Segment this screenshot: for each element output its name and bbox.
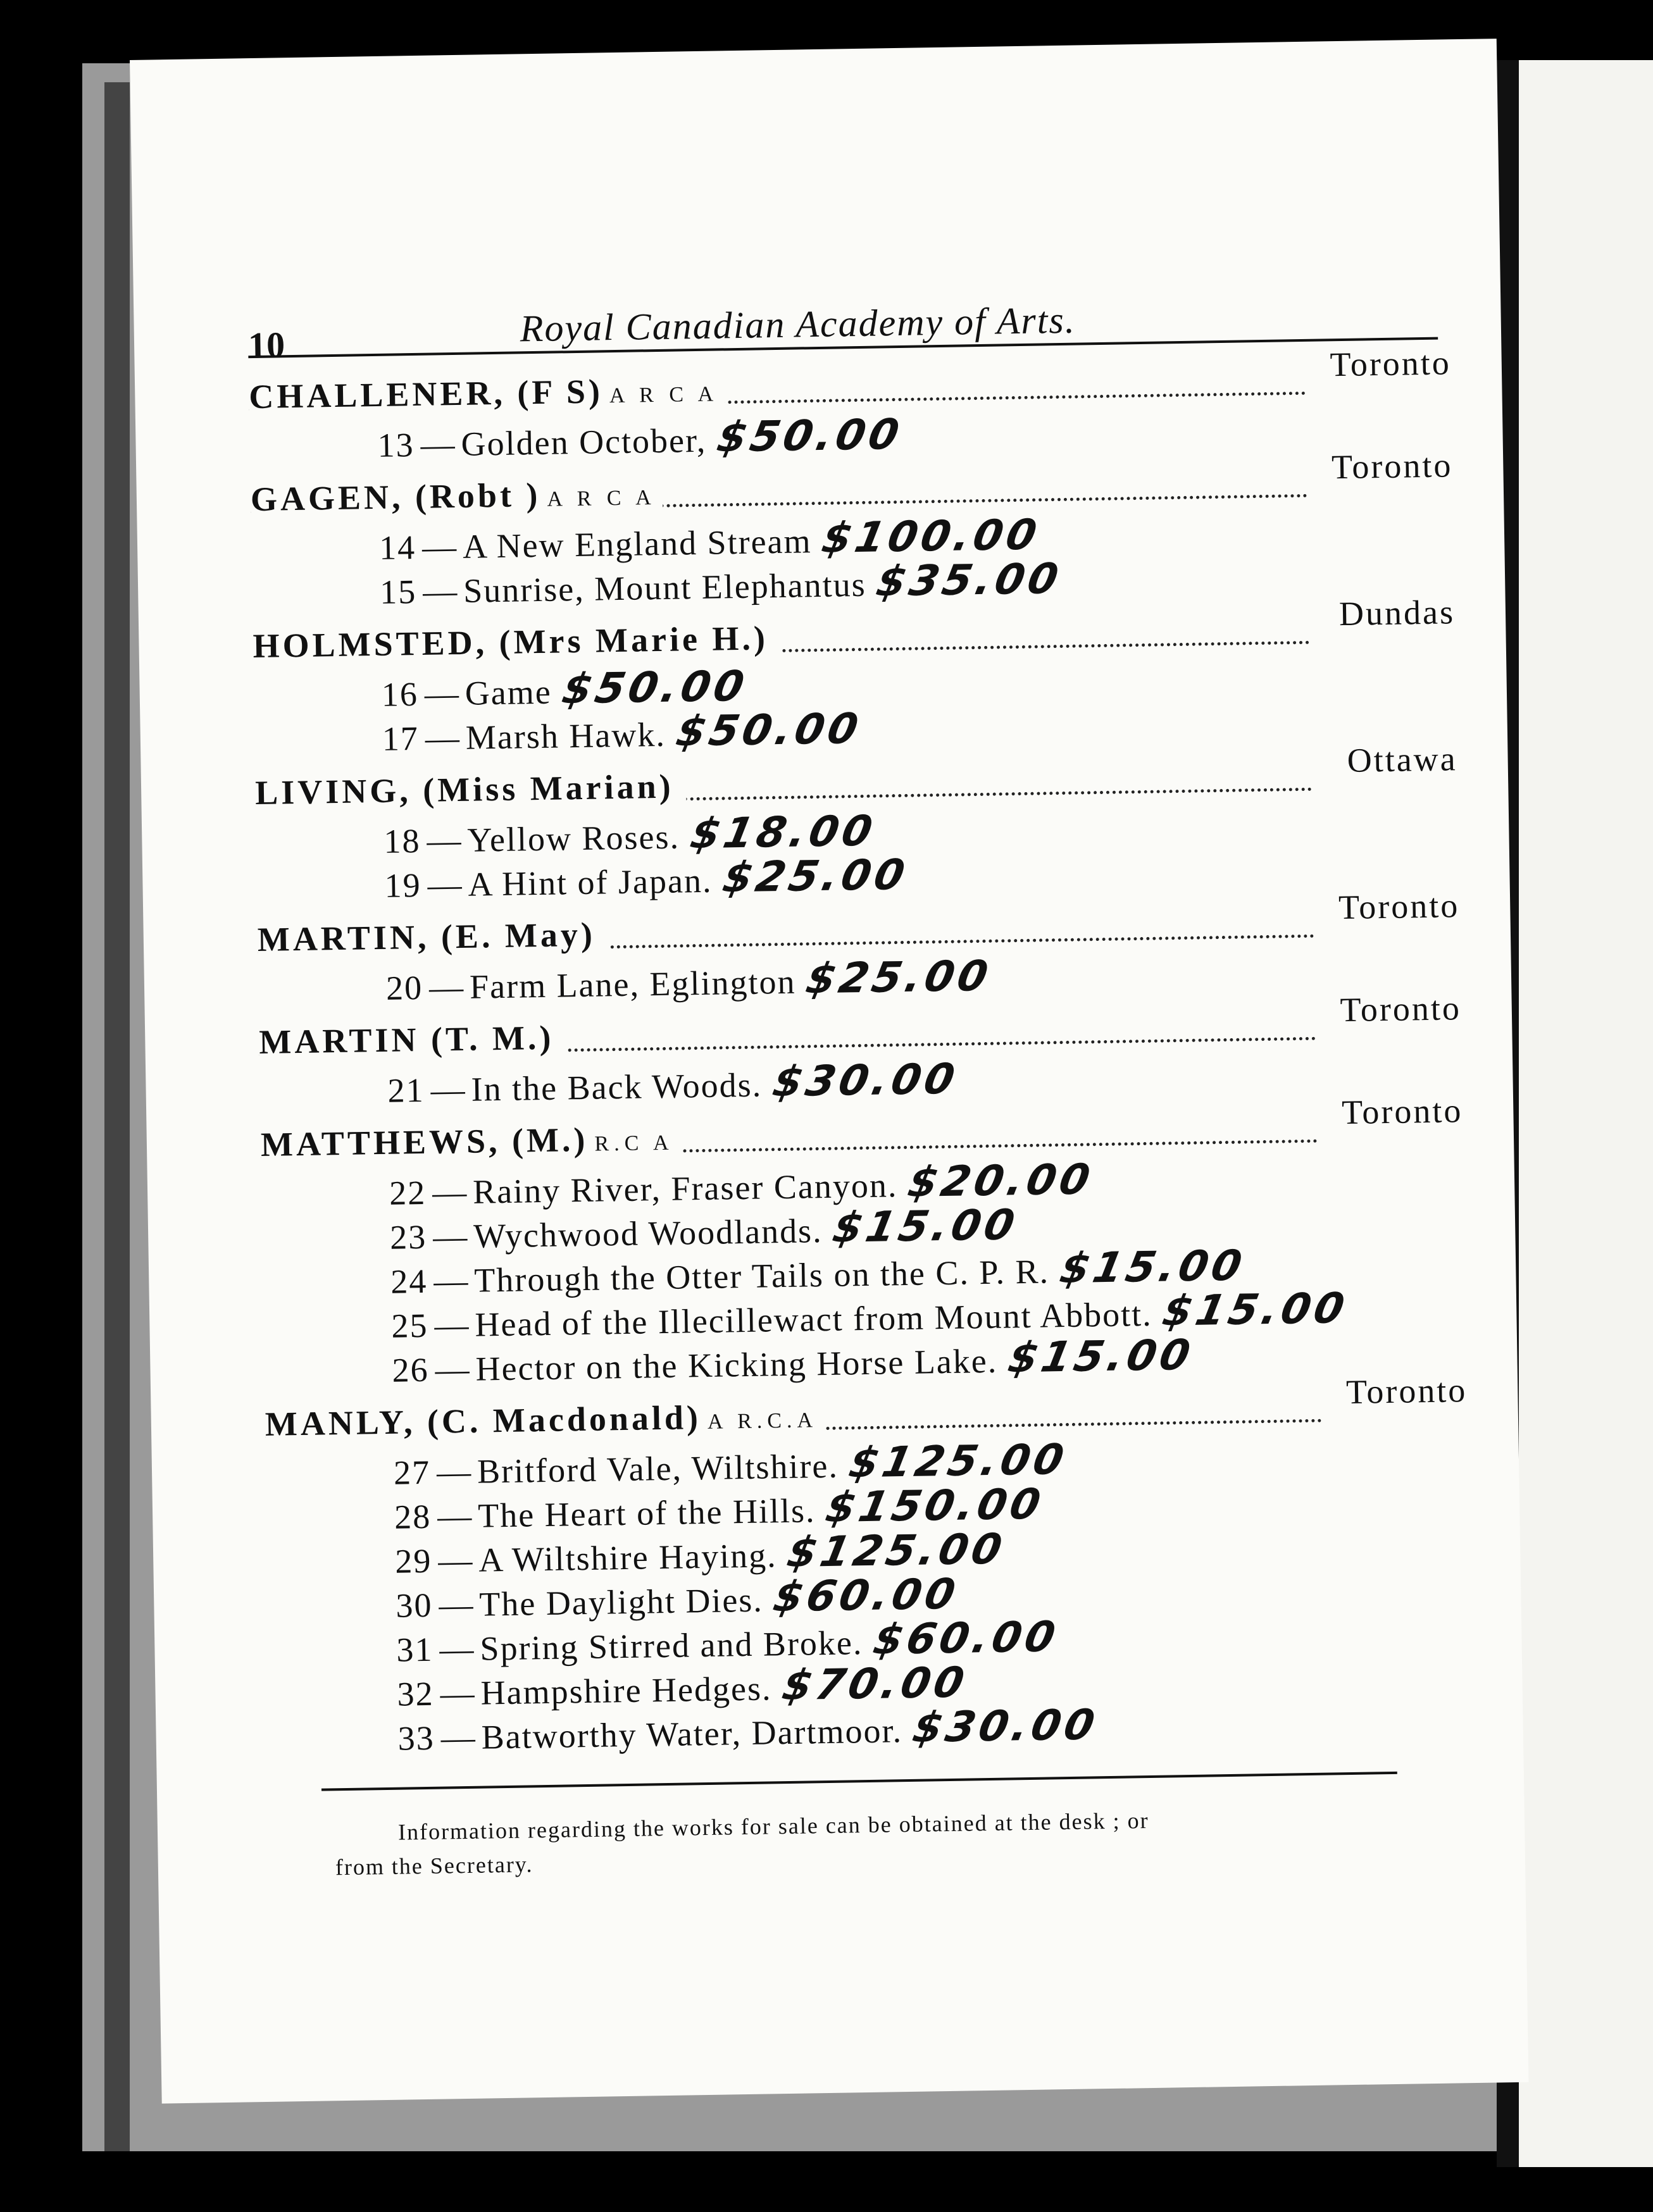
work-title: Batworthy Water, Dartmoor. xyxy=(481,1712,903,1756)
artist-name xyxy=(250,473,663,519)
handwritten-price: $150.00 xyxy=(821,1479,1049,1532)
handwritten-price: $30.00 xyxy=(909,1700,1103,1752)
work-dash: — xyxy=(432,1217,469,1256)
handwritten-price: $125.00 xyxy=(845,1434,1071,1488)
work-dash: — xyxy=(425,718,461,757)
work-dash: — xyxy=(439,1629,475,1668)
work-number: 30 xyxy=(395,1586,433,1625)
artist-name-text: LIVING, (Miss Marian) xyxy=(254,767,675,812)
work-number: 22 xyxy=(389,1173,427,1212)
artist-city: Ottawa xyxy=(1342,739,1457,780)
work-dash: — xyxy=(440,1718,477,1757)
work-dash: — xyxy=(438,1585,475,1624)
page-content xyxy=(247,267,1475,1886)
work-title: The Daylight Dies. xyxy=(478,1581,764,1624)
artist-city: Toronto xyxy=(1341,1370,1468,1412)
work-dash: — xyxy=(437,1496,473,1536)
work-number: 27 xyxy=(393,1453,431,1492)
work-title: Farm Lane, Eglington xyxy=(469,962,796,1006)
work-title: Golden October, xyxy=(461,421,707,463)
work-title: Hampshire Hedges. xyxy=(480,1669,772,1712)
work-number: 15 xyxy=(379,572,417,611)
work-title: The Heart of the Hills. xyxy=(477,1491,816,1535)
work-number: 28 xyxy=(394,1497,432,1536)
handwritten-price: $35.00 xyxy=(872,554,1066,606)
work-dash: — xyxy=(422,571,459,611)
handwritten-price: $20.00 xyxy=(904,1155,1098,1207)
page-number: 10 xyxy=(247,324,285,366)
handwritten-price: $60.00 xyxy=(869,1612,1063,1664)
artist-name-text: HOLMSTED, (Mrs Marie H.) xyxy=(253,619,769,666)
footnote-line-1: Information regarding the works for sale can be obtained at the desk ; or xyxy=(397,1808,1149,1845)
artist-name xyxy=(253,618,781,666)
work-number: 21 xyxy=(387,1071,425,1110)
artist-name xyxy=(265,1396,824,1444)
header-title: Royal Canadian Academy of Arts. xyxy=(520,299,1076,350)
work-title: Hector on the Kicking Horse Lake. xyxy=(475,1341,998,1388)
handwritten-price: $100.00 xyxy=(818,510,1045,563)
work-title: Sunrise, Mount Elephantus xyxy=(463,565,867,610)
artist-designation: A R C A xyxy=(547,486,656,511)
work-dash: — xyxy=(437,1541,474,1580)
artist-city: Toronto xyxy=(1335,988,1461,1029)
artist-designation xyxy=(560,1031,561,1054)
artist-name-text: GAGEN, (Robt ) xyxy=(250,475,541,519)
work-dash: — xyxy=(436,1452,473,1491)
work-number: 32 xyxy=(397,1674,435,1713)
work-title: Wychwood Woodlands. xyxy=(473,1212,823,1255)
artist-city: Toronto xyxy=(1325,343,1451,384)
handwritten-price: $50.00 xyxy=(558,661,752,714)
work-number: 19 xyxy=(384,866,422,905)
artist-name-text: MANLY, (C. Macdonald) xyxy=(265,1398,702,1443)
handwritten-price: $15.00 xyxy=(1056,1241,1250,1293)
footer-rule xyxy=(321,1772,1397,1791)
artist-name-text: MARTIN (T. M.) xyxy=(258,1018,554,1061)
work-title: Game xyxy=(465,673,552,712)
work-number: 16 xyxy=(381,674,419,714)
handwritten-price: $60.00 xyxy=(770,1569,963,1622)
page-stack-edge xyxy=(104,82,130,2151)
work-number: 13 xyxy=(377,426,415,464)
artist-entries xyxy=(248,344,1473,1758)
work-title: A Hint of Japan. xyxy=(468,861,713,904)
work-dash: — xyxy=(427,865,464,904)
work-title: Britford Vale, Wiltshire. xyxy=(477,1446,839,1491)
handwritten-price: $25.00 xyxy=(802,951,996,1003)
artist-designation: A R C A xyxy=(609,382,719,408)
work-title: A Wiltshire Haying. xyxy=(478,1536,778,1579)
work-dash: — xyxy=(420,425,457,464)
artist-city: Dundas xyxy=(1334,592,1456,633)
work-number: 29 xyxy=(394,1541,432,1581)
handwritten-price: $15.00 xyxy=(828,1200,1023,1252)
work-dash: — xyxy=(430,1070,467,1109)
handwritten-price: $70.00 xyxy=(778,1658,972,1710)
work-number: 25 xyxy=(391,1306,428,1345)
footnote xyxy=(271,1800,1361,1886)
artist-name-text: MARTIN, (E. May) xyxy=(257,915,596,959)
work-title: Through the Otter Tails on the C. P. R. xyxy=(473,1252,1050,1300)
work-dash: — xyxy=(424,674,461,713)
facing-page-edge xyxy=(1519,60,1653,2167)
work-dash: — xyxy=(428,967,465,1007)
work-number: 24 xyxy=(390,1262,428,1301)
work-title: Yellow Roses. xyxy=(466,817,680,859)
artist-name xyxy=(260,1119,680,1164)
handwritten-price: $125.00 xyxy=(783,1524,1010,1577)
artist-name xyxy=(259,1017,567,1062)
artist-name-text: CHALLENER, (F S) xyxy=(248,372,604,416)
artist-city: Toronto xyxy=(1326,445,1453,487)
work-number: 23 xyxy=(389,1217,427,1257)
artist-city: Toronto xyxy=(1333,886,1460,927)
artist-city: Toronto xyxy=(1337,1091,1463,1132)
artist-name-text: MATTHEWS, (M.) xyxy=(260,1120,589,1164)
work-title: Marsh Hawk. xyxy=(465,715,666,757)
handwritten-price: $50.00 xyxy=(713,409,907,462)
work-dash: — xyxy=(432,1172,468,1212)
artist-designation: R.C A xyxy=(594,1131,674,1156)
artist-name xyxy=(249,370,725,416)
work-dash: — xyxy=(421,527,458,566)
work-number: 14 xyxy=(378,528,416,567)
artist-name xyxy=(257,914,608,959)
work-title: Head of the Illecillewact from Mount Abbott. xyxy=(474,1295,1153,1344)
catalogue-page xyxy=(130,39,1528,2104)
work-dash: — xyxy=(433,1261,470,1300)
work-number: 20 xyxy=(385,968,423,1007)
work-title: Spring Stirred and Broke. xyxy=(480,1624,863,1668)
handwritten-price: $18.00 xyxy=(686,806,880,859)
handwritten-price: $15.00 xyxy=(1158,1283,1352,1336)
work-number: 33 xyxy=(397,1718,435,1758)
work-title: A New England Stream xyxy=(462,522,812,566)
handwritten-price: $25.00 xyxy=(718,850,913,902)
artist-designation: A R.C.A xyxy=(707,1408,818,1434)
work-dash: — xyxy=(426,821,463,860)
artist-name xyxy=(255,766,687,812)
work-dash: — xyxy=(434,1305,470,1345)
work-number: 17 xyxy=(382,719,420,758)
handwritten-price: $15.00 xyxy=(1004,1330,1198,1382)
handwritten-price: $50.00 xyxy=(672,704,866,756)
work-number: 26 xyxy=(392,1350,430,1389)
work-number: 31 xyxy=(396,1630,434,1669)
work-dash: — xyxy=(435,1350,471,1389)
work-title: Rainy River, Fraser Canyon. xyxy=(472,1166,898,1211)
handwritten-price: $30.00 xyxy=(768,1054,963,1107)
work-title: In the Back Woods. xyxy=(471,1066,763,1109)
work-number: 18 xyxy=(383,821,421,861)
footnote-line-2: from the Secretary. xyxy=(335,1851,533,1880)
work-dash: — xyxy=(440,1674,477,1713)
